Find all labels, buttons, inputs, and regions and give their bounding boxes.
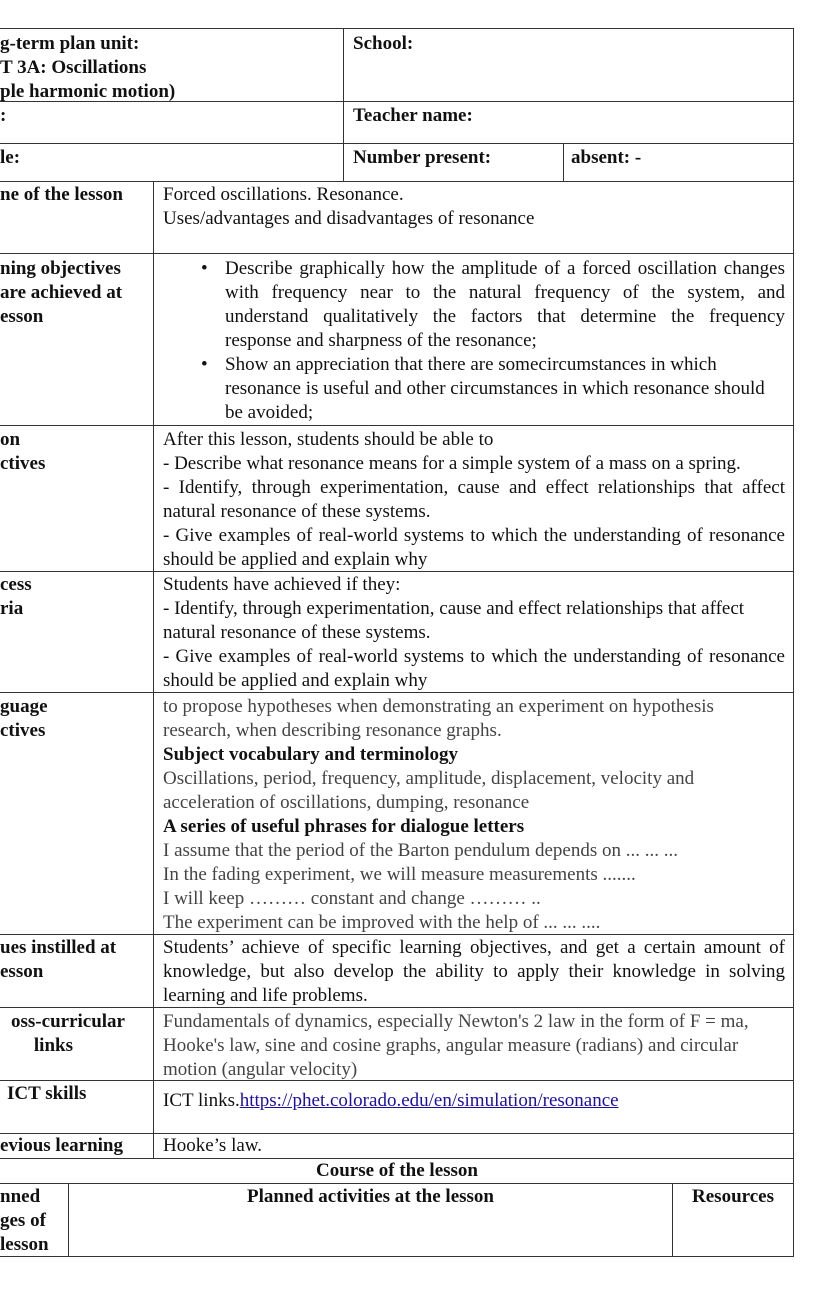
- objective-item: - Identify, through experimentation, cause and effect relationships that affect natural resonance of these systems.: [163, 477, 785, 522]
- label-line: ning objectives: [0, 258, 121, 279]
- learning-objectives-list: [163, 257, 785, 425]
- phet-resonance-link[interactable]: https://phet.colorado.edu/en/simulation/resonance: [239, 1090, 619, 1111]
- unit-line: ple harmonic motion): [0, 81, 176, 102]
- unit-label: [0, 32, 175, 104]
- success-criteria-text: [163, 573, 785, 693]
- ict-label: ICT skills: [7, 1083, 87, 1104]
- unit-line: g-term plan unit:: [0, 33, 140, 54]
- phrase: The experiment can be improved with the help of ... ... ....: [163, 912, 601, 933]
- date-label: :: [0, 105, 7, 126]
- cross-curricular-text: Fundamentals of dynamics, especially Newton's 2 law in the form of F = ma, Hooke's law, sine and cosine graphs, angular measure (radians) and circular motion (angular velocity): [163, 1011, 749, 1080]
- intro: After this lesson, students should be able to: [163, 429, 494, 450]
- previous-learning-text: Hooke’s law.: [163, 1135, 263, 1156]
- label-line: on: [0, 429, 21, 450]
- intro: Students have achieved if they:: [163, 574, 401, 595]
- values-text: Students’ achieve of specific learning objectives, and get a certain amount of knowledge, but also develop the ability to apply their knowledge in solving learning and life problems.: [163, 937, 785, 1006]
- label-line: ues instilled at: [0, 937, 117, 958]
- learning-objectives-label: [0, 257, 122, 329]
- vocab-heading: Subject vocabulary and terminology: [163, 744, 459, 765]
- vocab-text: Oscillations, period, frequency, amplitude, displacement, velocity and acceleration of oscillations, dumping, resonance: [163, 768, 695, 813]
- cross-curricular-label: [0, 1010, 153, 1058]
- label-line: ria: [0, 598, 24, 619]
- success-criteria-label: [0, 573, 32, 621]
- theme-text: [163, 183, 534, 231]
- theme-line: Forced oscillations. Resonance.: [163, 184, 404, 205]
- previous-learning-label: evious learning: [0, 1135, 123, 1156]
- unit-line: T 3A: Oscillations: [0, 57, 147, 78]
- activities-label: Planned activities at the lesson: [247, 1186, 494, 1207]
- objective-bullet: • Show an appreciation that there are somecircumstances in which resonance is useful and other circumstances in which resonance should be avoided;: [163, 353, 785, 425]
- values-label: [0, 936, 116, 984]
- phrase: I assume that the period of the Barton pendulum depends on ... ... ...: [163, 840, 679, 861]
- label-line: nned: [0, 1186, 41, 1207]
- lesson-objectives-text: [163, 428, 785, 572]
- theme-line: Uses/advantages and disadvantages of resonance: [163, 208, 535, 229]
- absent-label: absent: -: [571, 147, 642, 168]
- resources-label: Resources: [692, 1186, 774, 1207]
- phrases-heading: A series of useful phrases for dialogue letters: [163, 816, 525, 837]
- label-line: are achieved at: [0, 282, 123, 303]
- stages-label: [0, 1185, 49, 1257]
- label-line: oss-curricular: [11, 1011, 125, 1032]
- ict-prefix: ICT links.: [163, 1090, 240, 1111]
- label-line: links: [33, 1035, 73, 1056]
- criteria-item: - Give examples of real-world systems to which the understanding of resonance should be applied and explain why: [163, 646, 785, 691]
- teacher-label: Teacher name:: [353, 105, 473, 126]
- school-label: School:: [353, 33, 414, 54]
- label-line: esson: [0, 306, 44, 327]
- phrase: In the fading experiment, we will measure measurements .......: [163, 864, 636, 885]
- language-objectives-text: [163, 695, 785, 935]
- label-line: ctives: [0, 720, 46, 741]
- grade-label: le:: [0, 147, 21, 168]
- objective-item: - Give examples of real-world systems to which the understanding of resonance should be applied and explain why: [163, 525, 785, 570]
- label-line: esson: [0, 961, 44, 982]
- objective-bullet: • Describe graphically how the amplitude of a forced oscillation changes with frequency near to the natural frequency of the system, and understand qualitatively the factors that determine the frequency response and sharpness of the resonance;: [163, 257, 785, 353]
- intro: to propose hypotheses when demonstrating an experiment on hypothesis research, when describing resonance graphs.: [163, 696, 714, 741]
- label-line: cess: [0, 574, 32, 595]
- lesson-objectives-label: [0, 428, 45, 476]
- present-label: Number present:: [353, 147, 492, 168]
- objective-item: - Describe what resonance means for a simple system of a mass on a spring.: [163, 453, 741, 474]
- theme-label: ne of the lesson: [0, 184, 123, 205]
- label-line: ges of: [0, 1210, 46, 1231]
- label-line: lesson: [0, 1234, 49, 1255]
- ict-text: [163, 1089, 619, 1113]
- label-line: guage: [0, 696, 48, 717]
- criteria-item: - Identify, through experimentation, cause and effect relationships that affect natural resonance of these systems.: [163, 598, 745, 643]
- course-title: Course of the lesson: [315, 1160, 479, 1181]
- label-line: ctives: [0, 453, 46, 474]
- language-objectives-label: [0, 695, 48, 743]
- phrase: I will keep ……… constant and change ……… ..: [163, 888, 541, 909]
